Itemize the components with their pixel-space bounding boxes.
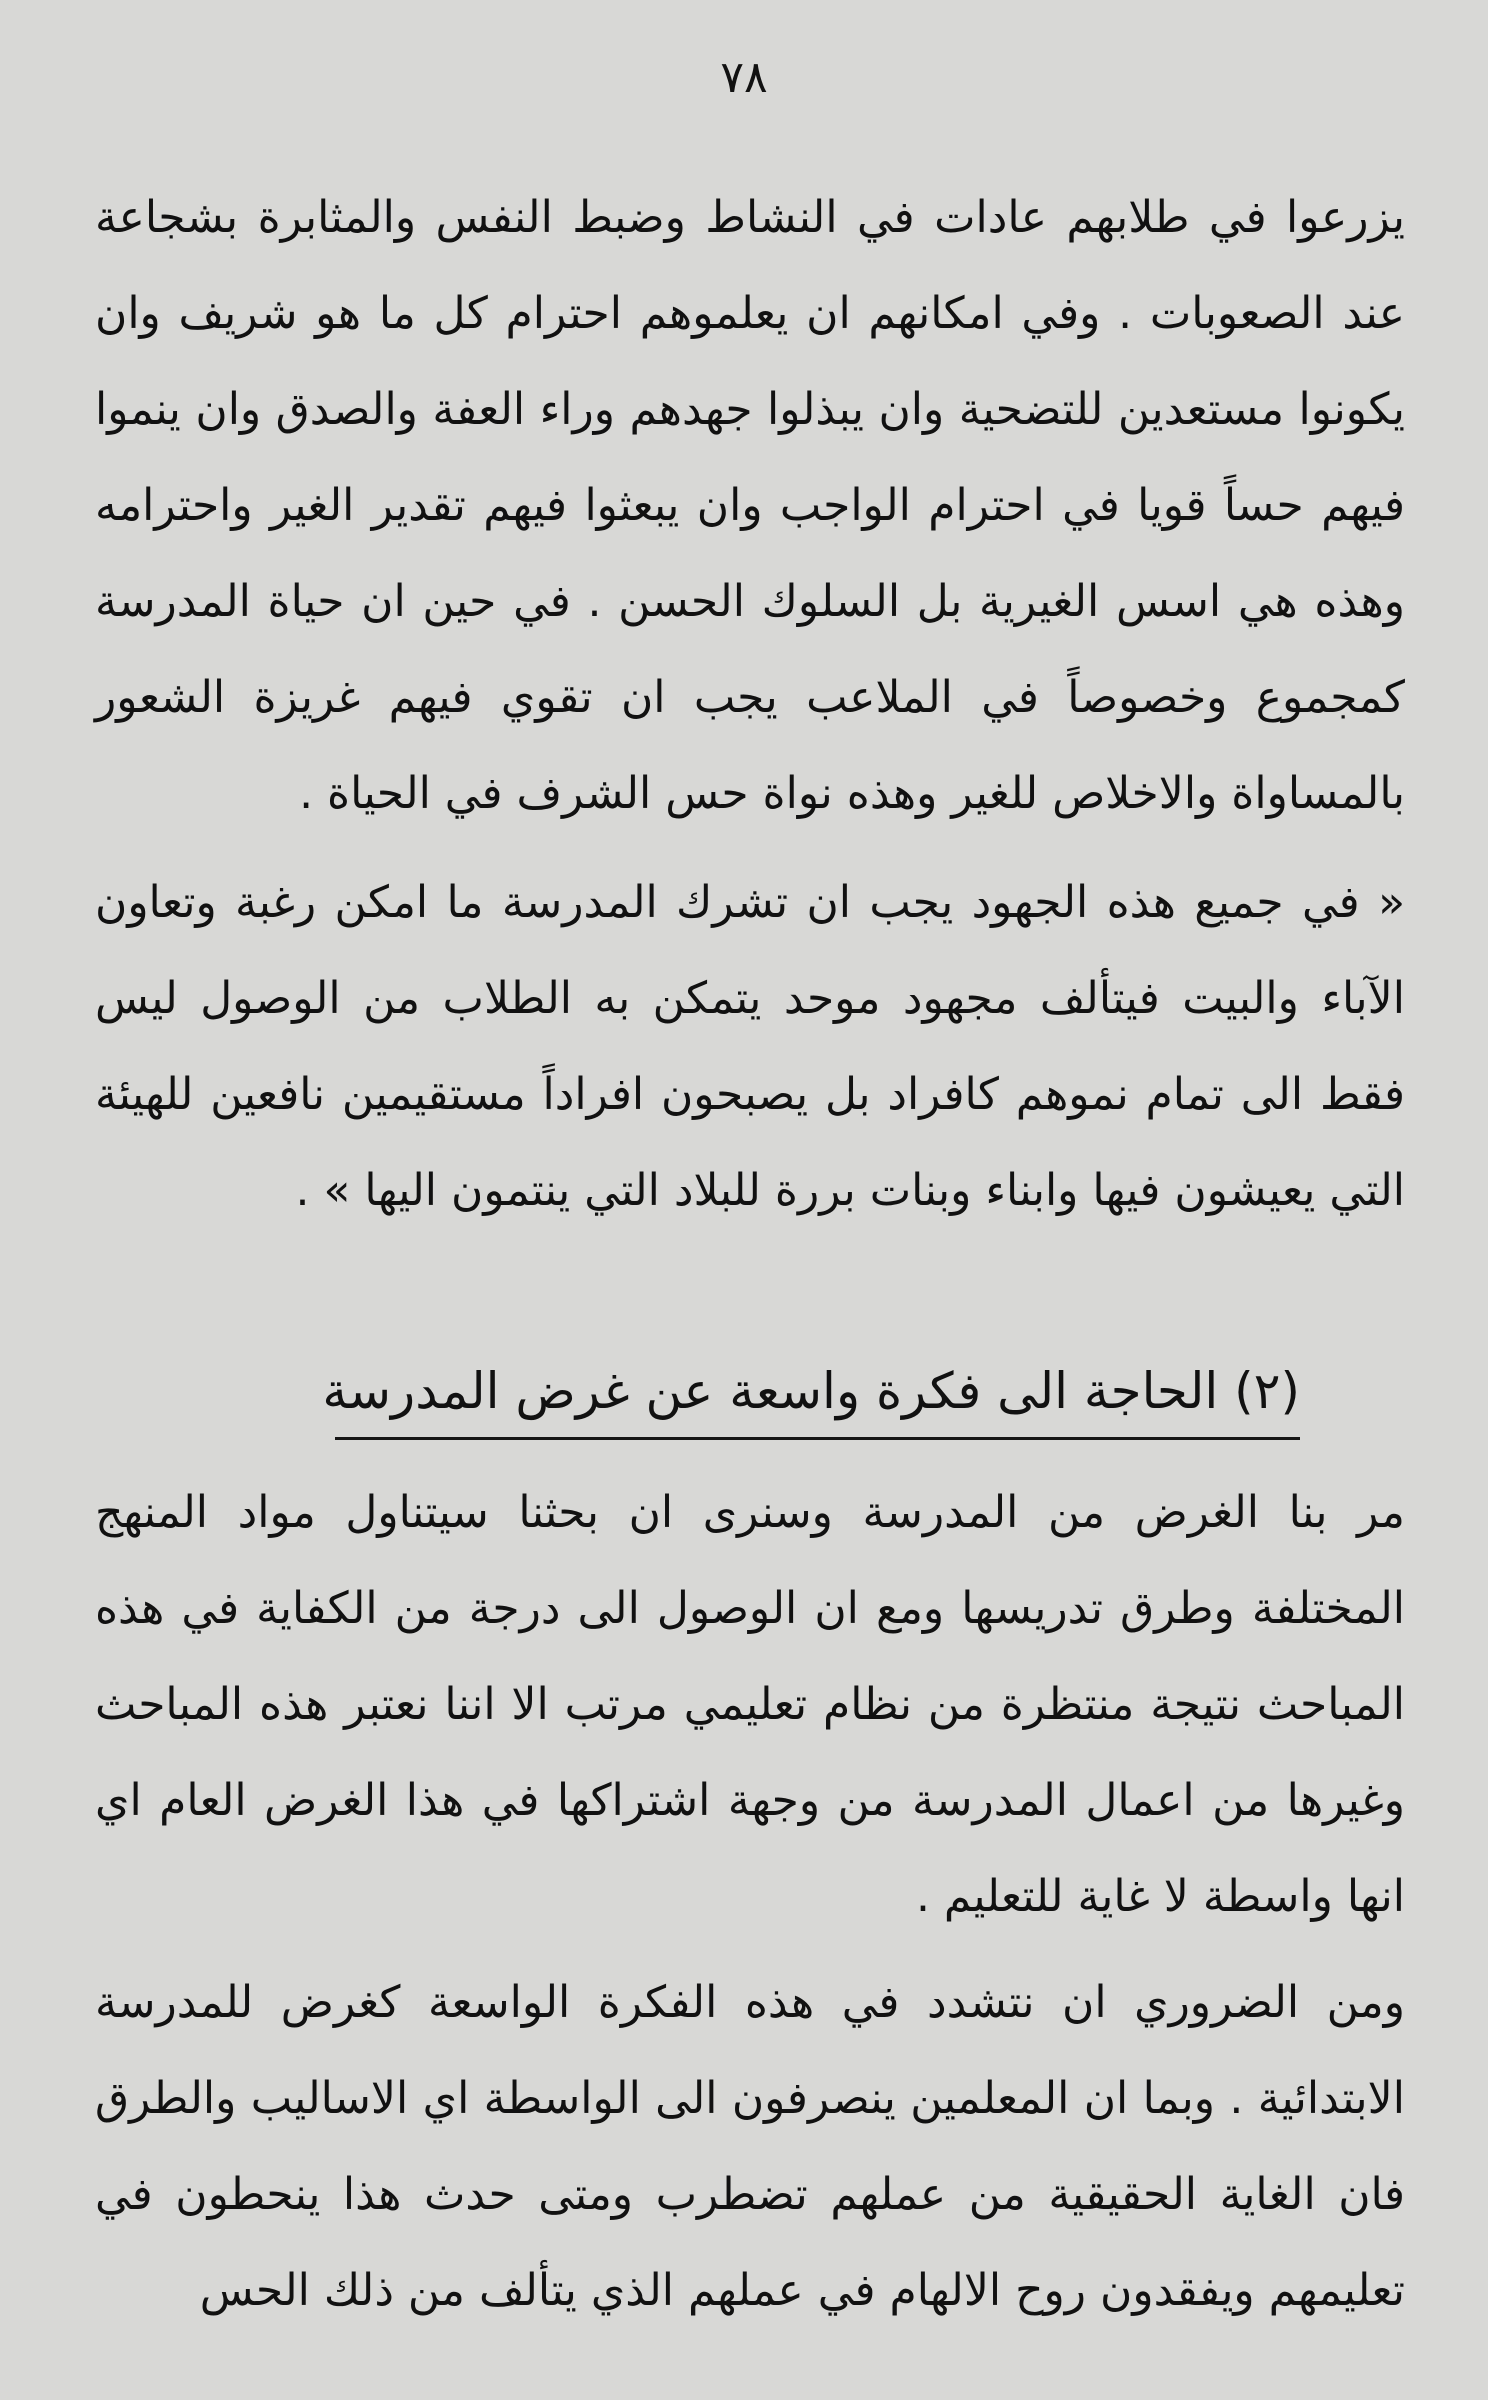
heading-underline — [335, 1437, 1300, 1440]
paragraph-2 — [95, 855, 1405, 1239]
section-heading-block — [322, 1355, 1300, 1440]
section-heading: (٢) الحاجة الى فكرة واسعة عن غرض المدرسة — [322, 1362, 1300, 1420]
paragraph-1-text: يزرعوا في طلابهم عادات في النشاط وضبط النفس والمثابرة بشجاعة عند الصعوبات . وفي امكانهم ان يعلموهم احترام كل ما هو شريف وان يكونوا مستعدين للتضحية وان يبذلوا جهدهم وراء العفة والصدق وان ينموا فيهم حساً قويا في احترام الواجب وان يبعثوا فيهم تقدير الغير واحترامه وهذه هي اسس الغيرية بل السلوك الحسن . في حين ان حياة المدرسة كمجموع وخصوصاً في الملاعب يجب ان تقوي فيهم غريزة الشعور بالمساواة والاخلاص للغير وهذه نواة حس الشرف في الحياة . — [95, 192, 1405, 819]
paragraph-1 — [95, 170, 1405, 842]
page-number: ٧٨ — [720, 52, 768, 103]
paragraph-4-text: ومن الضروري ان نتشدد في هذه الفكرة الواسعة كغرض للمدرسة الابتدائية . وبما ان المعلمين ينصرفون الى الواسطة اي الاساليب والطرق فان الغاية الحقيقية من عملهم تضطرب ومتى حدث هذا ينحطون في تعليمهم ويفقدون روح الالهام في عملهم الذي يتألف من ذلك الحس — [95, 1977, 1405, 2316]
paragraph-2-text: « في جميع هذه الجهود يجب ان تشرك المدرسة ما امكن رغبة وتعاون الآباء والبيت فيتألف مجهود موحد يتمكن به الطلاب من الوصول ليس فقط الى تمام نموهم كافراد بل يصبحون افراداً مستقيمين نافعين للهيئة التي يعيشون فيها وابناء وبنات بررة للبلاد التي ينتمون اليها » . — [95, 877, 1405, 1216]
paragraph-4 — [95, 1955, 1405, 2339]
paragraph-3 — [95, 1465, 1405, 1945]
paragraph-3-text: مر بنا الغرض من المدرسة وسنرى ان بحثنا سيتناول مواد المنهج المختلفة وطرق تدريسها ومع ان الوصول الى درجة من الكفاية في هذه المباحث نتيجة منتظرة من نظام تعليمي مرتب الا اننا نعتبر هذه المباحث وغيرها من اعمال المدرسة من وجهة اشتراكها في هذا الغرض العام اي انها واسطة لا غاية للتعليم . — [95, 1487, 1405, 1922]
